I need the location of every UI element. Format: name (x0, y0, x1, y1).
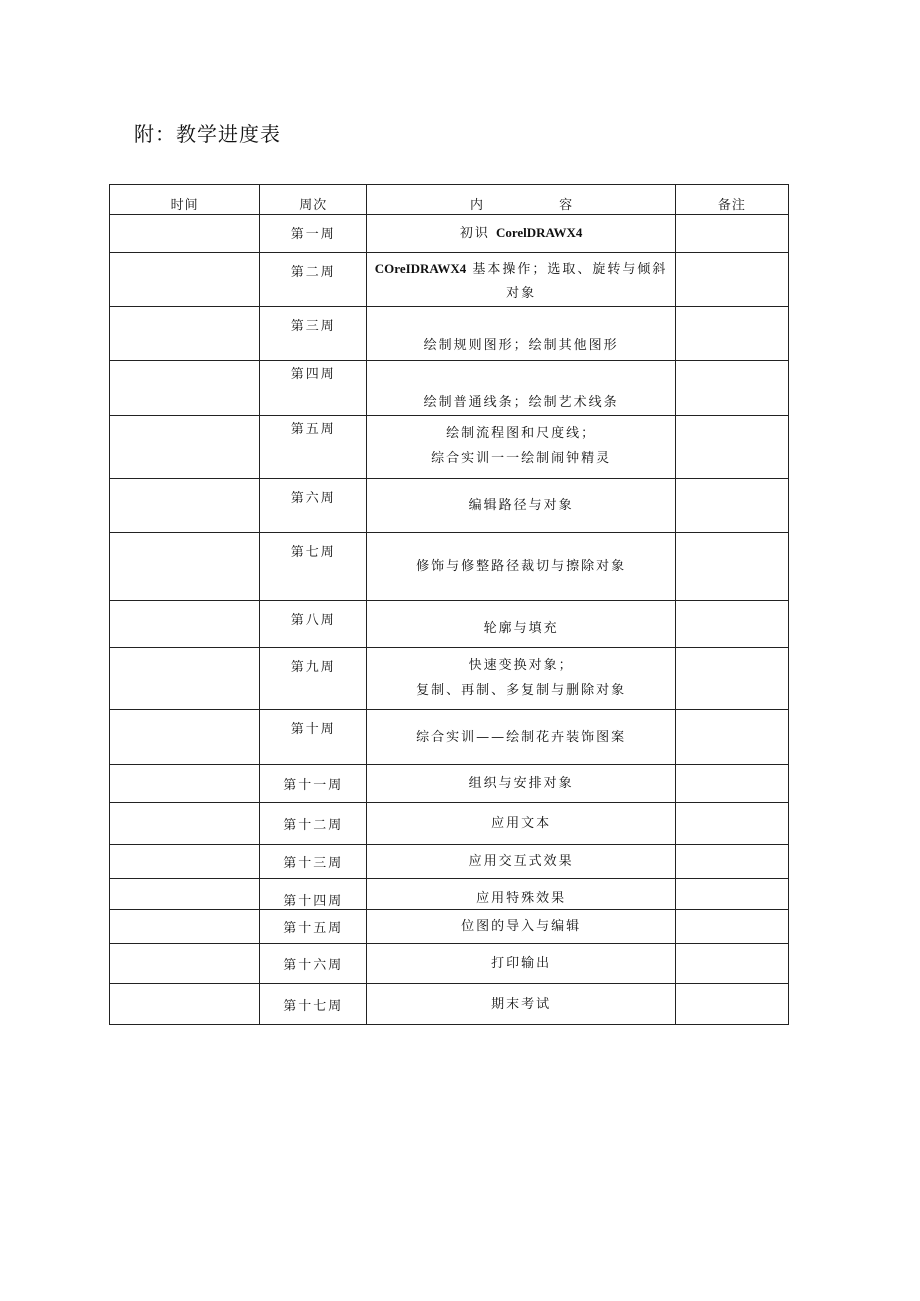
time-cell (110, 910, 260, 944)
header-time: 时间 (110, 185, 260, 215)
note-cell (675, 984, 788, 1025)
week-cell: 第十五周 (260, 910, 367, 944)
table-row (110, 601, 789, 648)
content-cell: 应用特殊效果 (367, 879, 675, 910)
time-cell (110, 765, 260, 803)
table-row (110, 944, 789, 984)
header-note: 备注 (675, 185, 788, 215)
table-row (110, 533, 789, 601)
note-cell (675, 648, 788, 710)
content-cell: 位图的导入与编辑 (367, 910, 675, 944)
note-cell (675, 910, 788, 944)
table-row (110, 803, 789, 845)
content-cell: 应用交互式效果 (367, 845, 675, 879)
time-cell (110, 307, 260, 361)
note-cell (675, 361, 788, 416)
note-cell (675, 215, 788, 253)
week-cell: 第九周 (260, 648, 367, 710)
table-row (110, 253, 789, 307)
schedule-table (109, 184, 789, 1025)
week-cell: 第二周 (260, 253, 367, 307)
week-cell: 第十六周 (260, 944, 367, 984)
note-cell (675, 803, 788, 845)
week-cell: 第一周 (260, 215, 367, 253)
note-cell (675, 601, 788, 648)
table-row (110, 910, 789, 944)
content-cell: 轮廓与填充 (367, 601, 675, 648)
header-content-label: 内 容 (470, 198, 609, 213)
week-cell: 第十四周 (260, 879, 367, 910)
content-line-1: 快速变换对象； (468, 658, 574, 673)
content-line-2: 综合实训一一绘制闹钟精灵 (431, 451, 612, 466)
week-cell: 第六周 (260, 479, 367, 533)
table-row (110, 416, 789, 479)
content-text: 基本操作；选取、旋转与倾斜对象 (466, 262, 668, 301)
time-cell (110, 533, 260, 601)
note-cell (675, 479, 788, 533)
note-cell (675, 307, 788, 361)
time-cell (110, 984, 260, 1025)
content-line-1: 绘制流程图和尺度线； (446, 426, 597, 441)
time-cell (110, 879, 260, 910)
week-cell: 第八周 (260, 601, 367, 648)
table-row (110, 307, 789, 361)
content-cell: 绘制规则图形；绘制其他图形 (367, 307, 675, 361)
content-cell (367, 253, 675, 307)
week-cell: 第七周 (260, 533, 367, 601)
content-cell: 打印输出 (367, 944, 675, 984)
note-cell (675, 765, 788, 803)
header-content (367, 185, 675, 215)
note-cell (675, 253, 788, 307)
content-cell: 绘制普通线条；绘制艺术线条 (367, 361, 675, 416)
table-row (110, 765, 789, 803)
content-cell: 应用文本 (367, 803, 675, 845)
time-cell (110, 361, 260, 416)
time-cell (110, 803, 260, 845)
note-cell (675, 845, 788, 879)
content-cell (367, 648, 675, 710)
time-cell (110, 416, 260, 479)
note-cell (675, 416, 788, 479)
table-row (110, 710, 789, 765)
table-row (110, 215, 789, 253)
week-cell: 第十三周 (260, 845, 367, 879)
table-row (110, 648, 789, 710)
time-cell (110, 845, 260, 879)
content-cell: 综合实训——绘制花卉装饰图案 (367, 710, 675, 765)
note-cell (675, 879, 788, 910)
week-cell: 第三周 (260, 307, 367, 361)
week-cell: 第四周 (260, 361, 367, 416)
table-header-row (110, 185, 789, 215)
table-row (110, 479, 789, 533)
time-cell (110, 479, 260, 533)
content-cell: 修饰与修整路径裁切与擦除对象 (367, 533, 675, 601)
week-cell: 第五周 (260, 416, 367, 479)
content-cell (367, 215, 675, 253)
time-cell (110, 601, 260, 648)
time-cell (110, 215, 260, 253)
content-cell: 编辑路径与对象 (367, 479, 675, 533)
time-cell (110, 710, 260, 765)
content-text: 初识 (459, 226, 496, 241)
content-cell (367, 416, 675, 479)
note-cell (675, 710, 788, 765)
content-cell: 期末考试 (367, 984, 675, 1025)
table-row (110, 879, 789, 910)
time-cell (110, 253, 260, 307)
table-row (110, 845, 789, 879)
software-name: COreIDRAWX4 (374, 261, 467, 276)
software-name: CorelDRAWX4 (495, 225, 583, 240)
time-cell (110, 648, 260, 710)
week-cell: 第十二周 (260, 803, 367, 845)
header-week: 周次 (260, 185, 367, 215)
note-cell (675, 533, 788, 601)
week-cell: 第十周 (260, 710, 367, 765)
note-cell (675, 944, 788, 984)
week-cell: 第十七周 (260, 984, 367, 1025)
content-line-2: 复制、再制、多复制与删除对象 (416, 683, 627, 698)
time-cell (110, 944, 260, 984)
table-row (110, 984, 789, 1025)
week-cell: 第十一周 (260, 765, 367, 803)
content-cell: 组织与安排对象 (367, 765, 675, 803)
table-row (110, 361, 789, 416)
page-title: 附：教学进度表 (134, 122, 281, 146)
